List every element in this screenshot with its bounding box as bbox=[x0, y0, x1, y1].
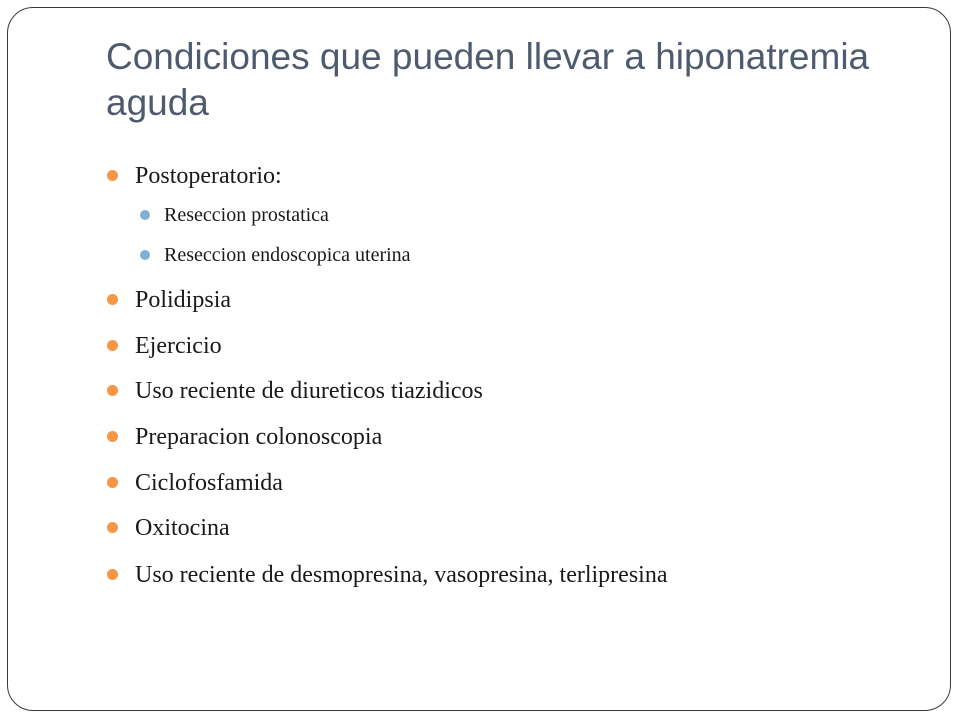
list-item-desmopresina bbox=[135, 561, 667, 589]
bullet-dot-icon bbox=[107, 385, 118, 396]
bullet-dot-icon bbox=[140, 210, 150, 220]
bullet-dot-icon bbox=[107, 522, 118, 533]
list-item-label: Uso reciente de desmopresina, vasopresina, terlipresina bbox=[135, 562, 668, 588]
bullet-dot-icon bbox=[140, 250, 150, 260]
list-item-label: Uso reciente de diureticos tiazidicos bbox=[135, 378, 483, 404]
list-item-label: Reseccion endoscopica uterina bbox=[164, 244, 411, 266]
slide-title: Condiciones que pueden llevar a hiponatremia aguda bbox=[106, 36, 870, 123]
bullet-dot-icon bbox=[107, 340, 118, 351]
bullet-dot-icon bbox=[107, 170, 118, 181]
bullet-dot-icon bbox=[107, 294, 118, 305]
sub-list-item-reseccion-prostatica bbox=[164, 203, 329, 227]
list-item-ejercicio bbox=[135, 332, 222, 360]
list-item-diureticos bbox=[135, 377, 483, 405]
list-item-label: Ejercicio bbox=[135, 333, 222, 359]
sub-list-item-reseccion-endoscopica bbox=[164, 243, 411, 267]
bullet-dot-icon bbox=[107, 431, 118, 442]
list-item-ciclofosfamida bbox=[135, 469, 283, 497]
list-item-postoperatorio bbox=[135, 162, 282, 190]
list-item-label: Reseccion prostatica bbox=[164, 204, 329, 226]
list-item-oxitocina bbox=[135, 514, 230, 542]
list-item-label: Postoperatorio: bbox=[135, 163, 282, 189]
list-item-label: Polidipsia bbox=[135, 287, 232, 313]
bullet-dot-icon bbox=[107, 569, 118, 580]
bullet-dot-icon bbox=[107, 477, 118, 488]
list-item-label: Oxitocina bbox=[135, 515, 230, 541]
list-item-polidipsia bbox=[135, 286, 231, 314]
list-item-colonoscopia bbox=[135, 423, 382, 451]
list-item-label: Preparacion colonoscopia bbox=[135, 424, 383, 450]
list-item-label: Ciclofosfamida bbox=[135, 470, 283, 496]
